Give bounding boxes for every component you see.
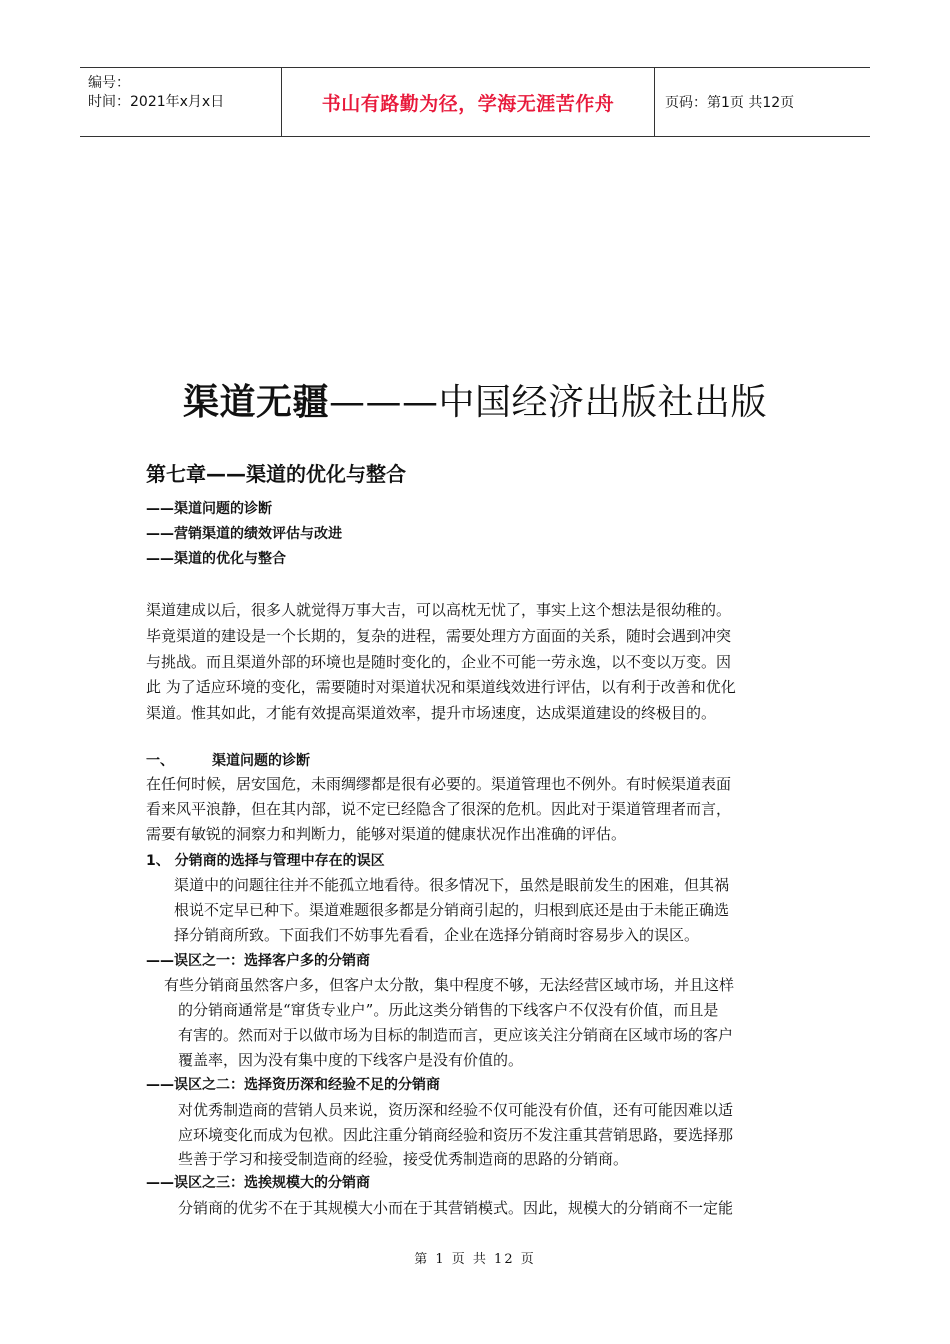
- page-header: [80, 67, 870, 137]
- myth3-line-1: 分销商的优劣不在于其规模大小而在于其营销模式。因此，规模大的分销商不一定能: [178, 1199, 734, 1217]
- chapter-sub-3: ——渠道的优化与整合: [146, 551, 286, 567]
- title-bold: 渠道无疆: [182, 382, 329, 423]
- chapter-heading: 第七章——渠道的优化与整合: [146, 462, 406, 486]
- myth2-line-1: 对优秀制造商的营销人员来说，资历深和经验不仅可能没有价值，还有可能因难以适: [178, 1101, 734, 1119]
- intro-line-5: 渠道。惟其如此，才能有效提高渠道效率，提升市场速度，达成渠道建设的终极目的。: [146, 704, 717, 722]
- myth1-heading: ——误区之一：选择客户多的分销商: [146, 953, 370, 969]
- intro-line-2: 毕竟渠道的建设是一个长期的，复杂的进程，需要处理方方面面的关系，随时会遇到冲突: [146, 627, 732, 645]
- myth2-line-3: 些善于学习和接受制造商的经验，接受优秀制造商的思路的分销商。: [178, 1150, 629, 1168]
- header-motto: 书山有路勤为径，学海无涯苦作舟: [282, 68, 655, 136]
- page-footer: 第 1 页 共 12 页: [414, 1252, 536, 1267]
- intro-line-1: 渠道建成以后，很多人就觉得万事大吉，可以高枕无忧了，事实上这个想法是很幼稚的。: [146, 601, 732, 619]
- myth1-line-1: 有些分销商虽然客户多，但客户太分散，集中程度不够，无法经营区域市场，并且这样: [164, 976, 735, 994]
- chapter-sub-1: ——渠道问题的诊断: [146, 501, 272, 517]
- myth1-line-3: 有害的。然而对于以做市场为目标的制造而言，更应该关注分销商在区域市场的客户: [178, 1026, 734, 1044]
- intro-line-3: 与挑战。而且渠道外部的环境也是随时变化的，企业不可能一劳永逸，以不变以万变。因: [146, 653, 732, 671]
- chapter-sub-2: ——营销渠道的绩效评估与改进: [146, 526, 342, 542]
- sub1-line-2: 根说不定早已种下。渠道难题很多都是分销商引起的，归根到底还是由于未能正确选: [174, 901, 730, 919]
- sub1-line-3: 择分销商所致。下面我们不妨事先看看，企业在选择分销商时容易步入的误区。: [174, 926, 700, 944]
- header-page-info: 页码：第1页 共12页: [665, 95, 795, 111]
- myth3-heading: ——误区之三：选挨规模大的分销商: [146, 1175, 370, 1191]
- title-rest: ———中国经济出版社出版: [329, 382, 768, 423]
- section1-line-2: 看来风平浪静，但在其内部，说不定已经隐含了很深的危机。因此对于渠道管理者而言，: [146, 800, 732, 818]
- sub1-heading: 1、 分销商的选择与管理中存在的误区: [146, 853, 385, 869]
- sub1-line-1: 渠道中的问题往往并不能孤立地看待。很多情况下，虽然是眼前发生的困难，但其祸: [174, 876, 730, 894]
- section1-number: 一、: [146, 753, 174, 769]
- document-title: [0, 374, 950, 425]
- section1-line-1: 在任何时候，居安国危，未雨绸缪都是很有必要的。渠道管理也不例外。有时候渠道表面: [146, 775, 732, 793]
- myth2-line-2: 应环境变化而成为包袱。因此注重分销商经验和资历不发注重其营销思路，要选择那: [178, 1126, 734, 1144]
- myth2-heading: ——误区之二：选择资历深和经验不足的分销商: [146, 1077, 440, 1093]
- date-line: 时间：2021年x月x日: [88, 94, 225, 110]
- myth1-line-4: 覆盖率，因为没有集中度的下线客户是没有价值的。: [178, 1051, 524, 1069]
- section1-line-3: 需要有敏锐的洞察力和判断力，能够对渠道的健康状况作出准确的评估。: [146, 825, 627, 843]
- header-meta: [80, 68, 282, 136]
- number-label: 编号：: [88, 75, 130, 91]
- myth1-line-2: 的分销商通常是“窜货专业户”。历此这类分销售的下线客户不仅没有价值，而且是: [178, 1001, 719, 1019]
- intro-line-4: 此 为了适应环境的变化，需要随时对渠道状况和渠道线效进行评估，以有利于改善和优化: [146, 678, 736, 696]
- section1-heading: 渠道问题的诊断: [212, 753, 310, 769]
